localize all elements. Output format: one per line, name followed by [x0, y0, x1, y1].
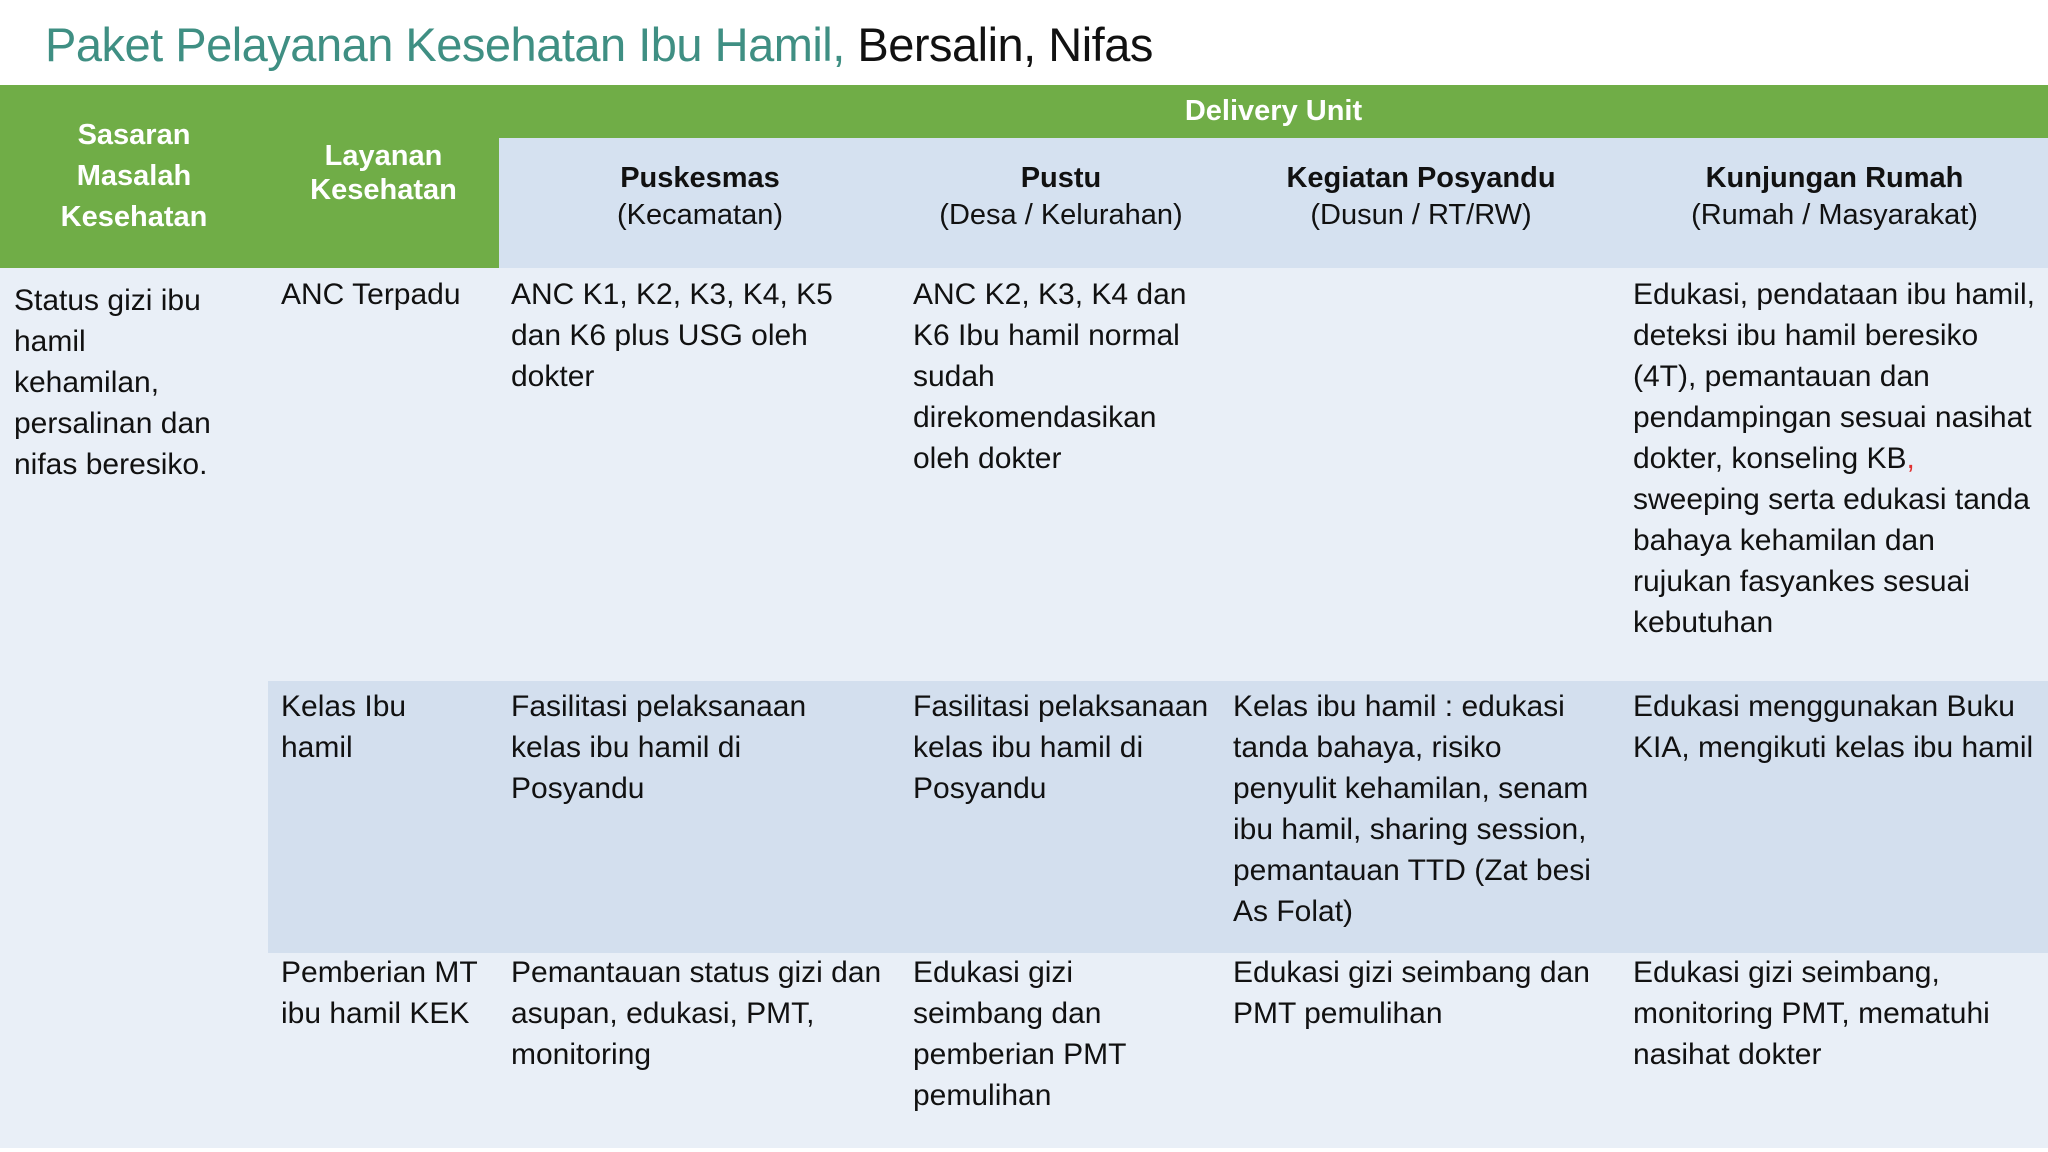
row-anc-layanan: ANC Terpadu [281, 278, 461, 311]
row-kelas-pustu: Fasilitasi pelaksanaan kelas ibu hamil di Posyandu [913, 690, 1209, 805]
unit-sub: (Rumah / Masyarakat) [1691, 199, 1978, 231]
unit-sub: (Desa / Kelurahan) [939, 199, 1183, 231]
header-unit-posyandu [1221, 160, 1621, 234]
title-rest: Bersalin, Nifas [844, 18, 1153, 71]
header-sasaran [0, 85, 268, 268]
header-delivery-unit: Delivery Unit [499, 85, 2048, 138]
row-anc-rumah [1633, 274, 2038, 643]
unit-name: Kegiatan Posyandu [1286, 162, 1556, 194]
unit-sub: (Dusun / RT/RW) [1310, 199, 1532, 231]
row-kelas-puskesmas: Fasilitasi pelaksanaan kelas ibu hamil di Posyandu [511, 690, 807, 805]
row-pmt-posyandu: Edukasi gizi seimbang dan PMT pemulihan [1233, 956, 1590, 1030]
page-title [45, 14, 1153, 76]
row-pmt-rumah: Edukasi gizi seimbang, monitoring PMT, mematuhi nasihat dokter [1633, 956, 1990, 1071]
row-pmt-layanan: Pemberian MT ibu hamil KEK [281, 956, 478, 1030]
row-anc-pustu: ANC K2, K3, K4 dan K6 Ibu hamil normal sudah direkomendasikan oleh dokter [913, 278, 1187, 475]
row-anc-rumah-comma: , [1906, 442, 1915, 475]
header-unit-pustu [901, 160, 1221, 234]
header-unit-rumah [1621, 160, 2048, 234]
row-pmt-puskesmas: Pemantauan status gizi dan asupan, edukasi, PMT, monitoring [511, 956, 882, 1071]
sasaran-band [0, 681, 268, 1148]
row-kelas-rumah: Edukasi menggunakan Buku KIA, mengikuti kelas ibu hamil [1633, 690, 2034, 764]
header-sasaran-label: Sasaran Masalah Kesehatan [60, 119, 208, 233]
row-anc-rumah-tail: sweeping serta edukasi tanda bahaya kehamilan dan rujukan fasyankes sesuai kebutuhan [1633, 483, 2030, 639]
row-anc-puskesmas: ANC K1, K2, K3, K4, K5 dan K6 plus USG oleh dokter [511, 278, 833, 393]
unit-name: Puskesmas [620, 162, 780, 194]
header-unit-puskesmas [499, 160, 901, 234]
row-pmt-pustu: Edukasi gizi seimbang dan pemberian PMT pemulihan [913, 956, 1126, 1112]
header-layanan [268, 85, 499, 268]
unit-name: Kunjungan Rumah [1705, 162, 1964, 194]
header-layanan-label: Layanan Kesehatan [310, 139, 457, 206]
title-highlight: Paket Pelayanan Kesehatan Ibu Hamil, [45, 18, 845, 71]
sasaran-cell: Status gizi ibu hamil kehamilan, persalinan dan nifas beresiko. [14, 284, 211, 481]
row-kelas-layanan: Kelas Ibu hamil [281, 690, 407, 764]
row-anc-rumah-text: Edukasi, pendataan ibu hamil, deteksi ibu hamil beresiko (4T), pemantauan dan pendampingan sesuai nasihat dokter, konseling KB [1633, 278, 2035, 475]
unit-name: Pustu [1020, 162, 1102, 194]
unit-sub: (Kecamatan) [616, 199, 783, 231]
row-kelas-posyandu: Kelas ibu hamil : edukasi tanda bahaya, risiko penyulit kehamilan, senam ibu hamil, sharing session, pemantauan TTD (Zat besi As Folat) [1233, 690, 1591, 928]
